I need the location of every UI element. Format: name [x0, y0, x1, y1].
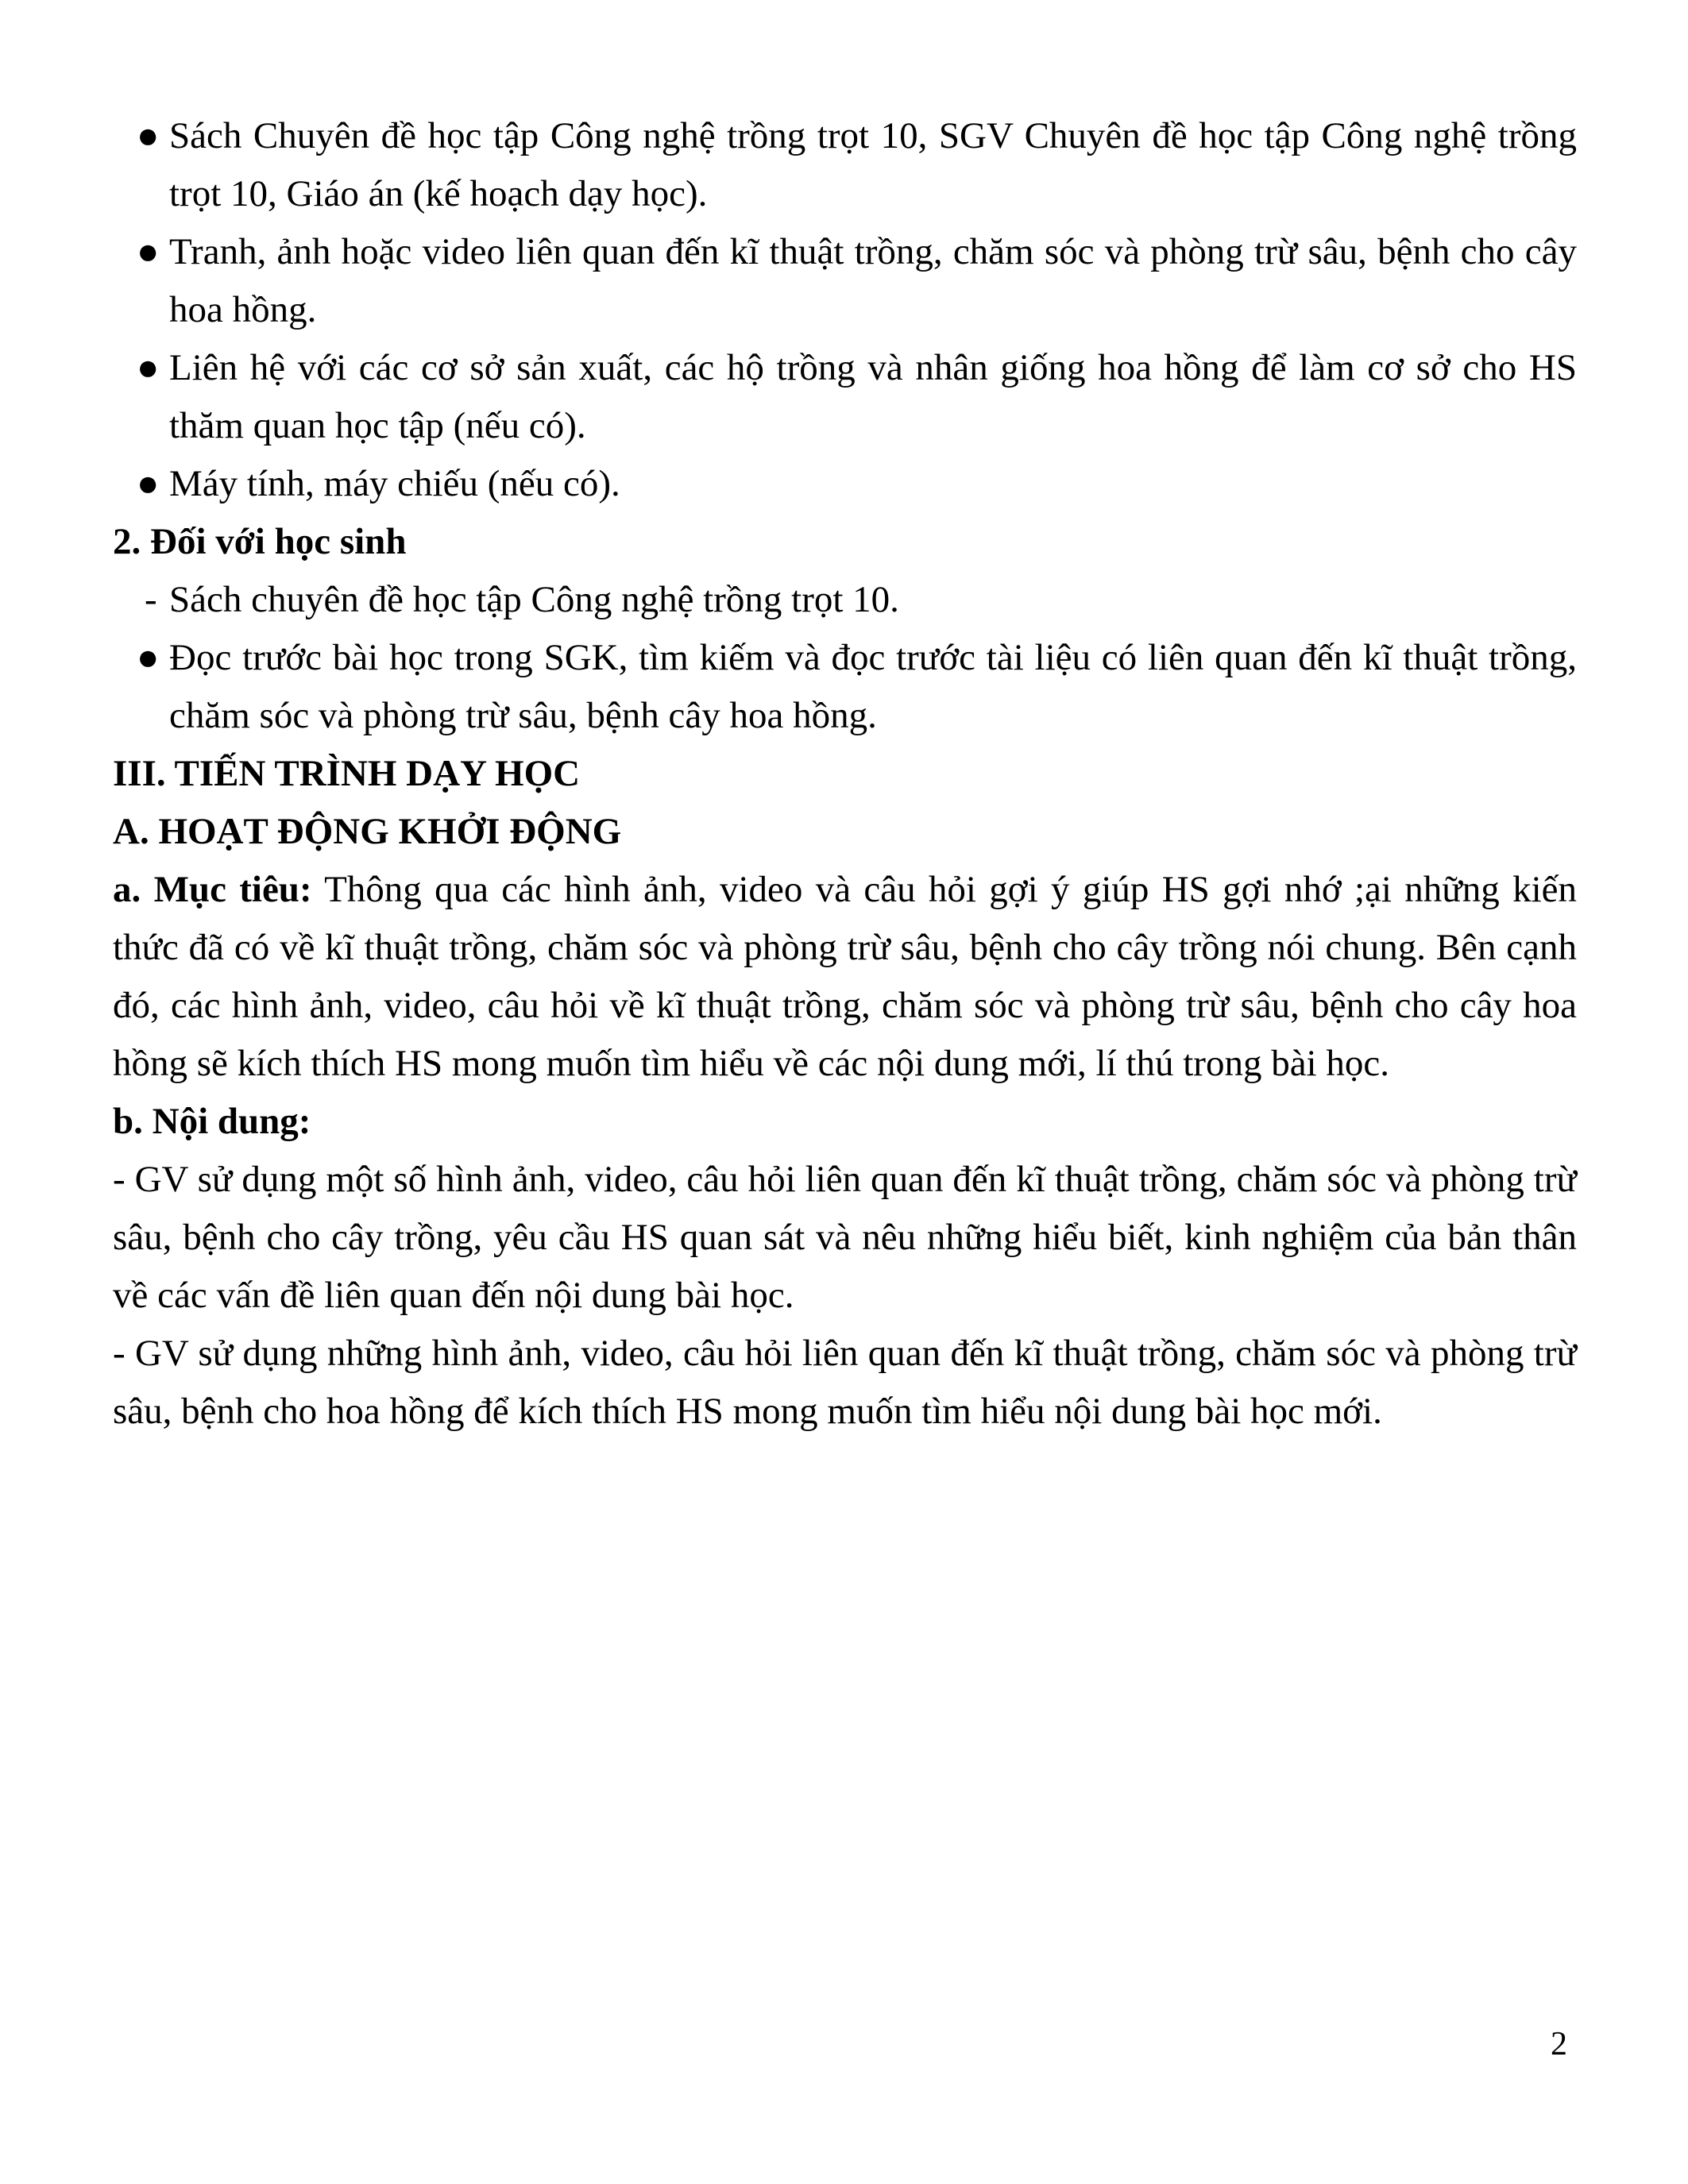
bullet-icon: ●	[137, 347, 160, 388]
heading-tien-trinh-day-hoc: III. TIẾN TRÌNH DẠY HỌC	[113, 753, 581, 794]
heading-noi-dung: b. Nội dung:	[113, 1101, 311, 1142]
bullet-icon: ●	[137, 115, 160, 156]
list-item-text: Tranh, ảnh hoặc video liên quan đến kĩ thuật trồng, chăm sóc và phòng trừ sâu, bệnh cho cây hoa hồng.	[169, 231, 1577, 330]
list-item-text: Liên hệ với các cơ sở sản xuất, các hộ trồng và nhân giống hoa hồng để làm cơ sở cho HS thăm quan học tập (nếu có).	[169, 347, 1577, 446]
dash-icon: -	[145, 579, 157, 620]
paragraph-noi-dung-2: - GV sử dụng những hình ảnh, video, câu hỏi liên quan đến kĩ thuật trồng, chăm sóc và phòng trừ sâu, bệnh cho hoa hồng để kích thích HS mong muốn tìm hiểu nội dung bài học mới.	[113, 1333, 1577, 1432]
muc-tieu-text: Thông qua các hình ảnh, video và câu hỏi gợi ý giúp HS gợi nhớ ;ại những kiến thức đã có về kĩ thuật trồng, chăm sóc và phòng trừ sâu, bệnh cho cây trồng nói chung. Bên cạnh đó, các hình ảnh, video, câu hỏi về kĩ thuật trồng, chăm sóc và phòng trừ sâu, bệnh cho cây hoa hồng sẽ kích thích HS mong muốn tìm hiểu về các nội dung mới, lí thú trong bài học.	[113, 869, 1577, 1084]
list-item-text: Sách chuyên đề học tập Công nghệ trồng trọt 10.	[169, 579, 899, 620]
paragraph-noi-dung-1: - GV sử dụng một số hình ảnh, video, câu hỏi liên quan đến kĩ thuật trồng, chăm sóc và phòng trừ sâu, bệnh cho cây trồng, yêu cầu HS quan sát và nêu những hiểu biết, kinh nghiệm của bản thân về các vấn đề liên quan đến nội dung bài học.	[113, 1159, 1577, 1316]
heading-hoat-dong-khoi-dong: A. HOẠT ĐỘNG KHỞI ĐỘNG	[113, 811, 622, 852]
list-item	[113, 455, 1577, 513]
list-item-text: Sách Chuyên đề học tập Công nghệ trồng trọt 10, SGV Chuyên đề học tập Công nghệ trồng trọt 10, Giáo án (kế hoạch dạy học).	[169, 115, 1577, 214]
page-number: 2	[1551, 2026, 1567, 2062]
list-item	[113, 571, 1577, 629]
list-item	[113, 223, 1577, 339]
muc-tieu-label: a. Mục tiêu:	[113, 869, 312, 910]
list-item	[113, 107, 1577, 223]
list-item	[113, 339, 1577, 455]
heading-doi-voi-hoc-sinh: 2. Đối với học sinh	[113, 521, 407, 562]
bullet-icon: ●	[137, 463, 160, 504]
list-item-text: Máy tính, máy chiếu (nếu có).	[169, 463, 620, 504]
list-item	[113, 629, 1577, 745]
bullet-icon: ●	[137, 637, 160, 678]
paragraph-muc-tieu	[113, 861, 1577, 1093]
list-item-text: Đọc trước bài học trong SGK, tìm kiếm và đọc trước tài liệu có liên quan đến kĩ thuật trồng, chăm sóc và phòng trừ sâu, bệnh cây hoa hồng.	[169, 637, 1577, 736]
page-content	[113, 107, 1577, 1441]
bullet-icon: ●	[137, 231, 160, 272]
